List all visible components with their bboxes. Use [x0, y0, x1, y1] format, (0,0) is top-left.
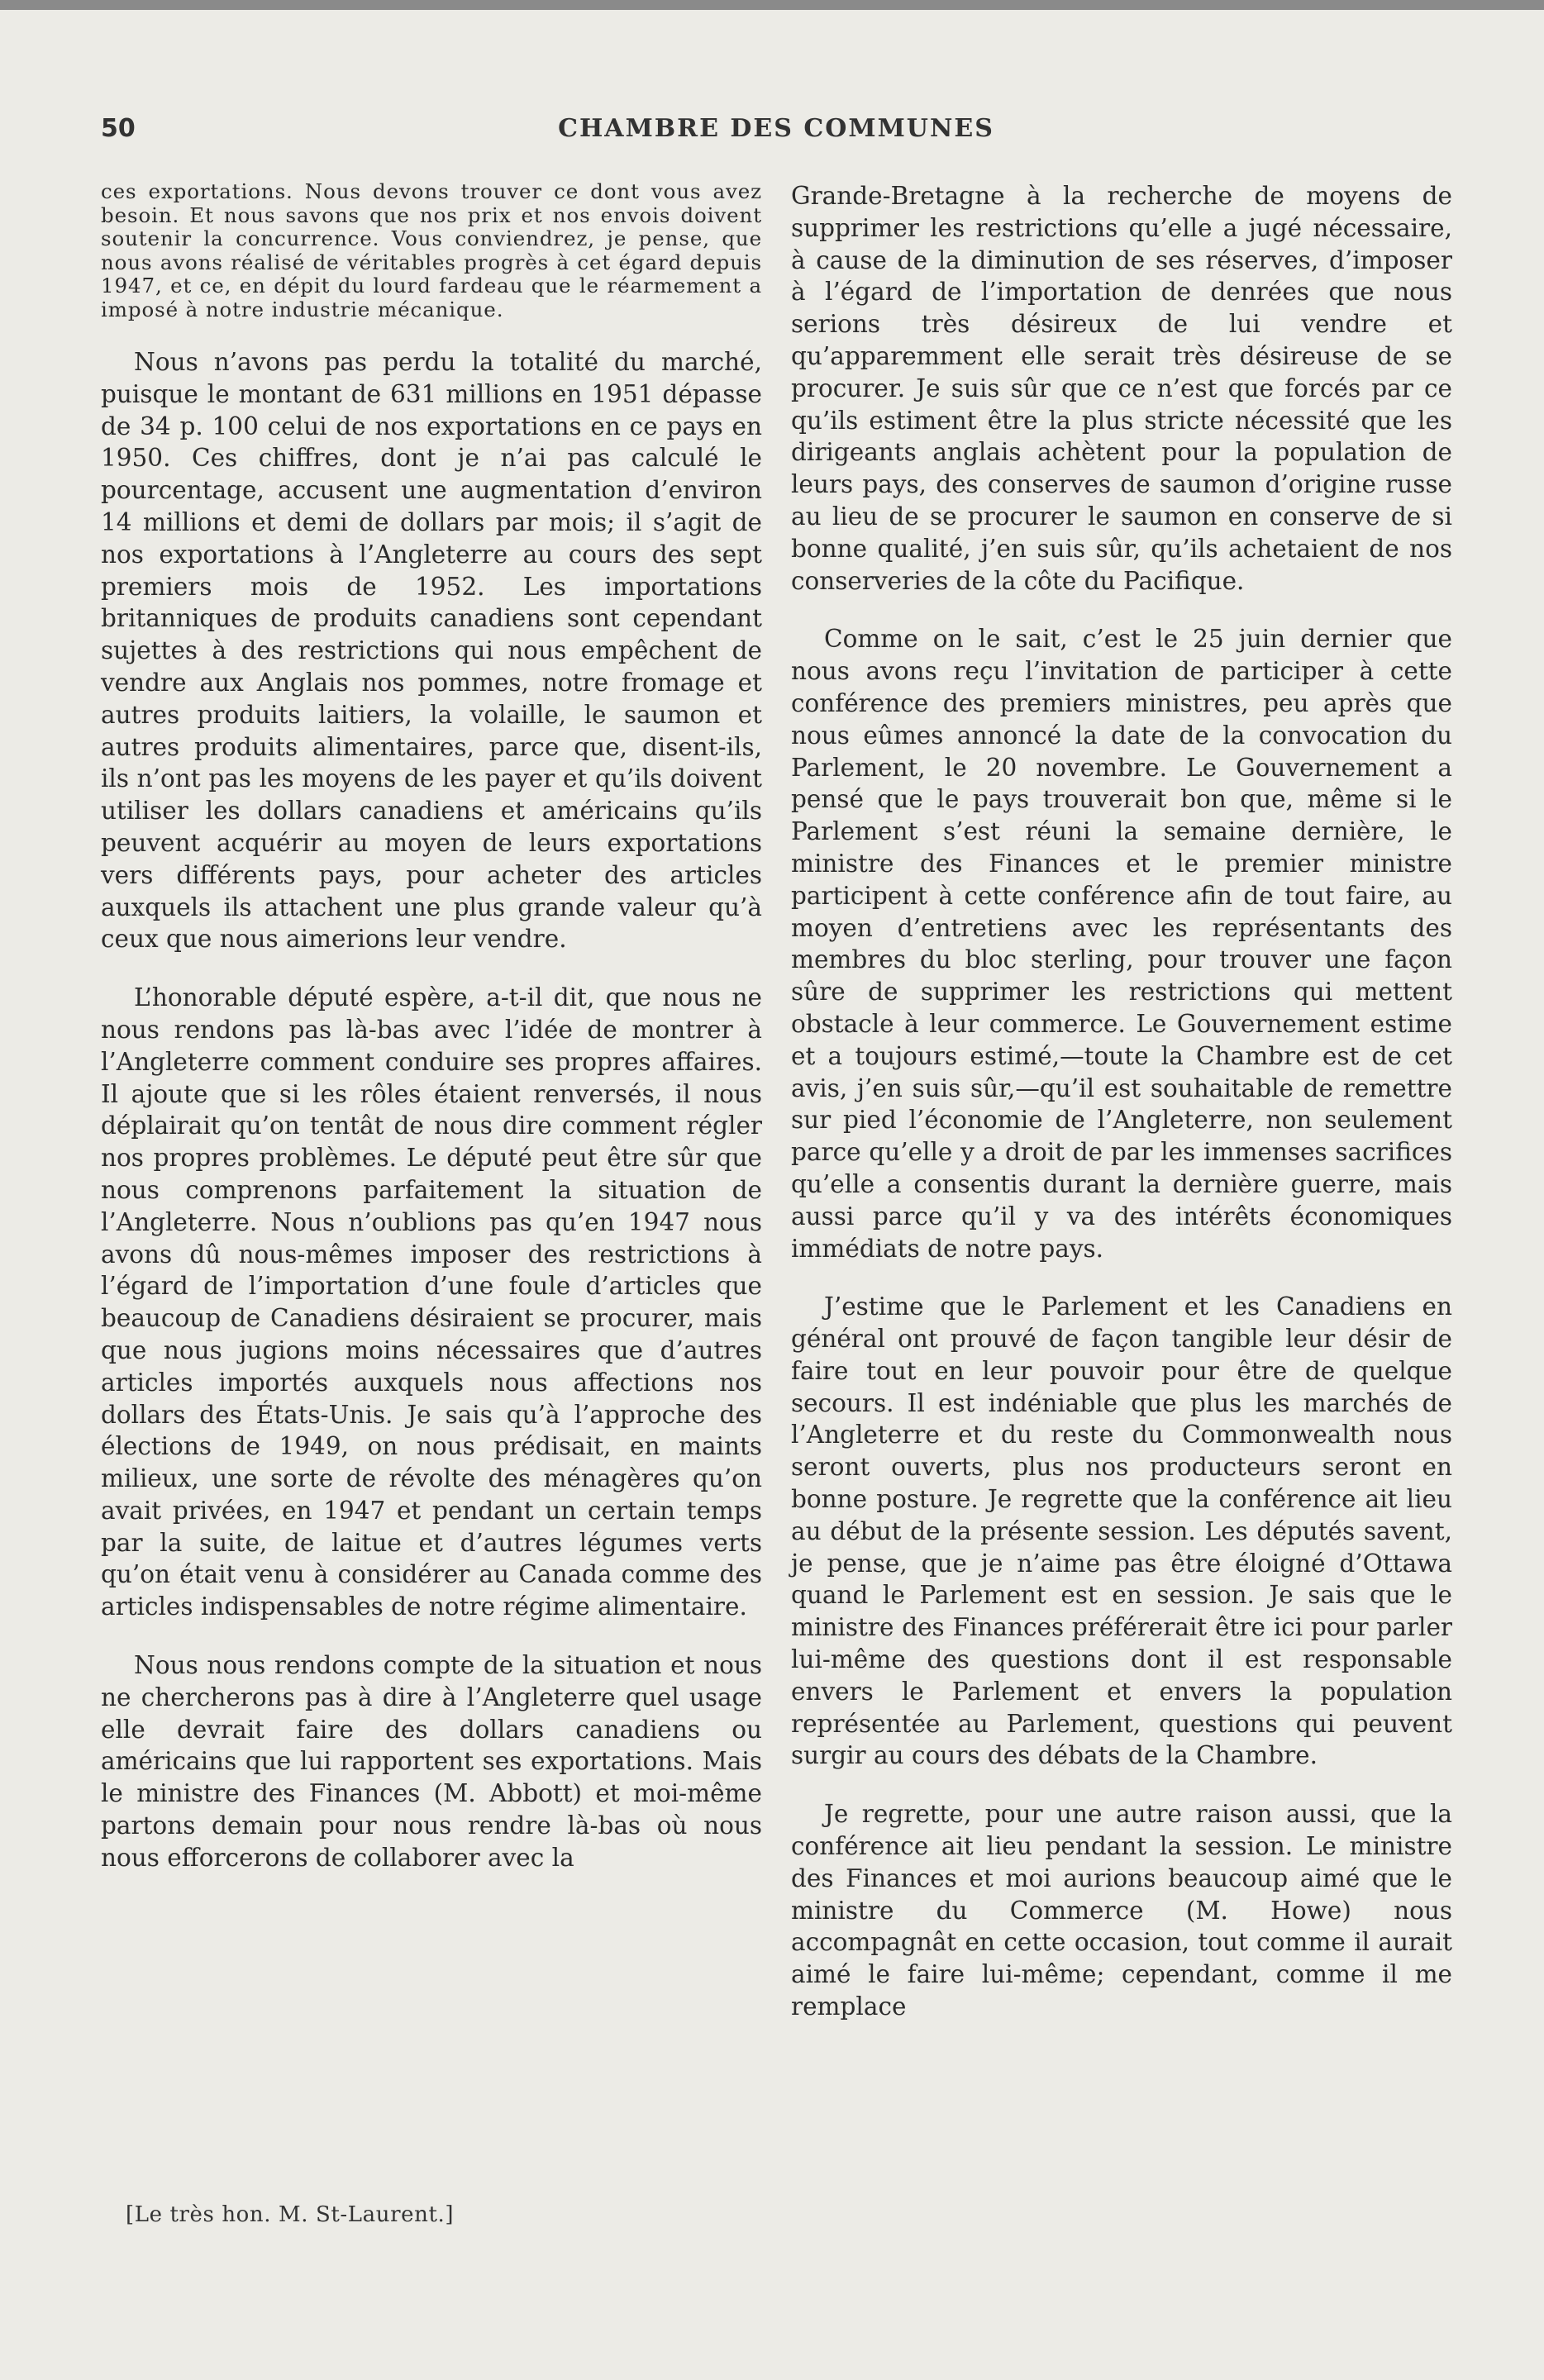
- page-header: [101, 114, 1451, 155]
- top-border: [0, 0, 1544, 10]
- paragraph: Nous n’avons pas perdu la totalité du marché, puisque le montant de 631 millions en 1951 dépasse de 34 p. 100 celui de nos exportations en ce pays en 1950. Ces chiffres, dont je n’ai pas calculé le pourcentage, accusent une augmentation d’environ 14 millions et demi de dollars par mois; il s’agit de nos exportations à l’Angleterre au cours des sept premiers mois de 1952. Les importations britanniques de produits canadiens sont cependant sujettes à des restrictions qui nous empêchent de vendre aux Anglais nos pommes, notre fromage et autres produits laitiers, la volaille, le saumon et autres produits alimentaires, parce que, disent-ils, ils n’ont pas les moyens de les payer et qu’ils doivent utiliser les dollars canadiens et américains qu’ils peuvent acquérir au moyen de leurs exportations vers différents pays, pour acheter des articles auxquels ils attachent une plus grande valeur qu’à ceux que nous aimerions leur vendre.: [101, 348, 762, 954]
- paragraph: Je regrette, pour une autre raison aussi, que la conférence ait lieu pendant la session. Le ministre des Finances et moi aurions beaucoup aimé que le ministre du Commerce (M. Howe) nous accompagnât en cette occasion, tout comme il aurait aimé le faire lui-même; cependant, comme il me remplace: [791, 1800, 1452, 2021]
- running-head: CHAMBRE DES COMMUNES: [558, 114, 994, 143]
- paragraph: L’honorable député espère, a-t-il dit, que nous ne nous rendons pas là-bas avec l’idée de montrer à l’Angleterre comment conduire ses propres affaires. Il ajoute que si les rôles étaient renversés, il nous déplairait qu’on tentât de nous dire comment régler nos propres problèmes. Le député peut être sûr que nous comprenons parfaitement la situation de l’Angleterre. Nous n’oublions pas qu’en 1947 nous avons dû nous-mêmes imposer des restrictions à l’égard de l’importation d’une foule d’articles que beaucoup de Canadiens désiraient se procurer, mais que nous jugions moins nécessaires que d’autres articles importés auxquels nous affections nos dollars des États-Unis. Je sais qu’à l’approche des élections de 1949, on nous prédisait, en maints milieux, une sorte de révolte des ménagères qu’on avait privées, en 1947 et pendant un certain temps par la suite, de laitue et d’autres légumes verts qu’on était venu à considérer au Canada comme des articles indispensables de notre régime alimentaire.: [101, 983, 762, 1621]
- paragraph: Comme on le sait, c’est le 25 juin dernier que nous avons reçu l’invitation de participer à cette conférence des premiers ministres, peu après que nous eûmes annoncé la date de la convocation du Parlement, le 20 novembre. Le Gouvernement a pensé que le pays trouverait bon que, même si le Parlement s’est réuni la semaine dernière, le ministre des Finances et le premier ministre participent à cette conférence afin de tout faire, au moyen d’entretiens avec les représentants des membres du bloc sterling, pour trouver une façon sûre de supprimer les restrictions qui mettent obstacle à leur commerce. Le Gouvernement estime et a toujours estimé,—toute la Chambre est de cet avis, j’en suis sûr,—qu’il est souhaitable de remettre sur pied l’économie de l’Angleterre, non seulement parce qu’elle y a droit de par les immenses sacrifices qu’elle a consentis durant la dernière guerre, mais aussi parce qu’il y va des intérêts économiques immédiats de notre pays.: [791, 625, 1452, 1263]
- page-number: 50: [101, 114, 136, 143]
- right-column: [791, 180, 1452, 2049]
- left-column: [101, 180, 762, 1901]
- speaker-attribution: [Le très hon. M. St-Laurent.]: [126, 2202, 455, 2227]
- paragraph: J’estime que le Parlement et les Canadiens en général ont prouvé de façon tangible leur désir de faire tout en leur pouvoir pour être de quelque secours. Il est indéniable que plus les marchés de l’Angleterre et du reste du Commonwealth nous seront ouverts, plus nos producteurs seront en bonne posture. Je regrette que la conférence ait lieu au début de la présente session. Les députés savent, je pense, que je n’aime pas être éloigné d’Ottawa quand le Parlement est en session. Je sais que le ministre des Finances préférerait être ici pour parler lui-même des questions dont il est responsable envers le Parlement et envers la population représentée au Parlement, questions qui peuvent surgir au cours des débats de la Chambre.: [791, 1292, 1452, 1770]
- continued-excerpt: ces exportations. Nous devons trouver ce dont vous avez besoin. Et nous savons que nos prix et nos envois doivent soutenir la concurrence. Vous conviendrez, je pense, que nous avons réalisé de véritables progrès à cet égard depuis 1947, et ce, en dépit du lourd fardeau que le réarmement a imposé à notre industrie mécanique.: [101, 179, 762, 321]
- paragraph: Nous nous rendons compte de la situation et nous ne chercherons pas à dire à l’Angleterre quel usage elle devrait faire des dollars canadiens ou américains que lui rapportent ses exportations. Mais le ministre des Finances (M. Abbott) et moi-même partons demain pour nous rendre là-bas où nous nous efforcerons de collaborer avec la: [101, 1651, 762, 1872]
- paragraph: Grande-Bretagne à la recherche de moyens de supprimer les restrictions qu’elle a jugé nécessaire, à cause de la diminution de ses réserves, d’imposer à l’égard de l’importation de denrées que nous serions très désireux de lui vendre et qu’apparemment elle serait très désireuse de se procurer. Je suis sûr que ce n’est que forcés par ce qu’ils estiment être la plus stricte nécessité que les dirigeants anglais achètent pour la population de leurs pays, des conserves de saumon d’origine russe au lieu de se procurer le saumon en conserve de si bonne qualité, j’en suis sûr, qu’ils achetaient de nos conserveries de la côte du Pacifique.: [791, 182, 1452, 595]
